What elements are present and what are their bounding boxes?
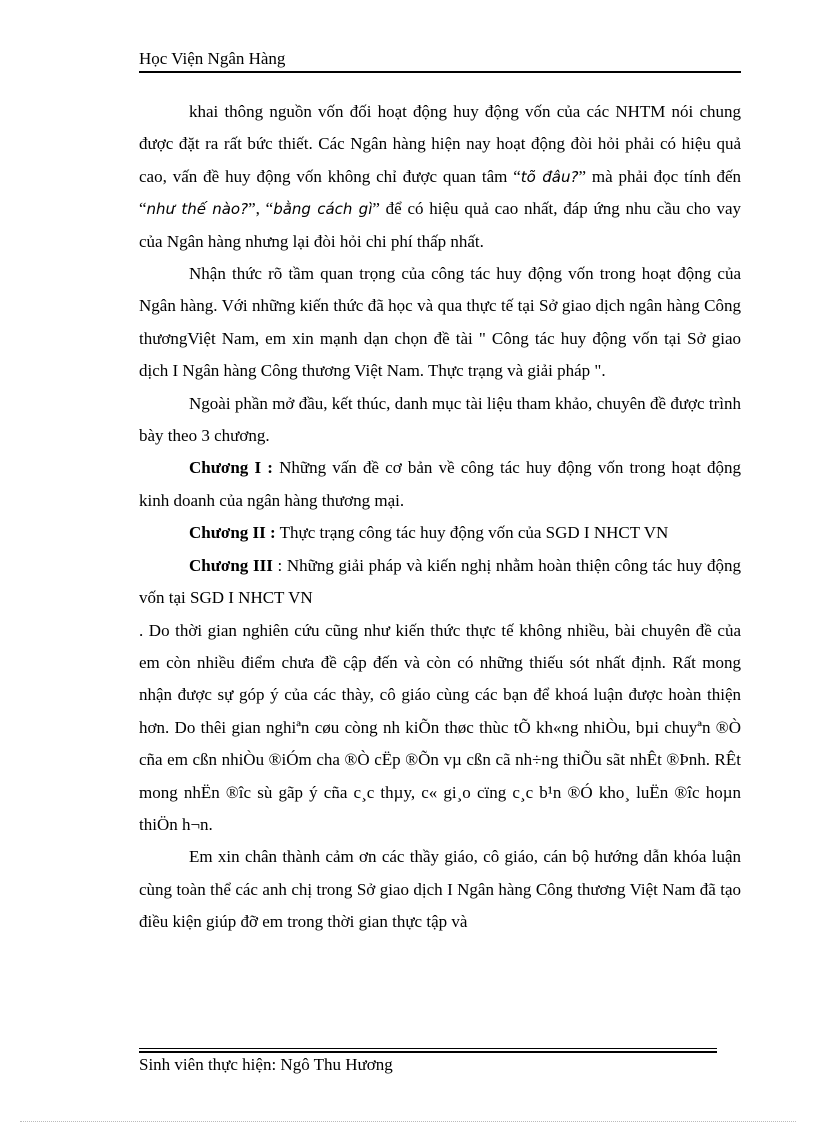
chapter-1 xyxy=(139,452,741,517)
paragraph-intro xyxy=(139,96,741,258)
intro-text-1: khai thông nguồn vốn đối hoạt động huy động vốn của các NHTM nói chung được đặt ra rất bức thiết. Các Ngân hàng hiện nay hoạt động đòi hỏi phải có hiệu quả cao, vấn đề huy động vốn không chỉ được quan tâm “ xyxy=(139,102,741,186)
chapter-3-label: Chương III xyxy=(189,555,273,575)
page-header: Học Viện Ngân Hàng xyxy=(139,49,286,68)
chapter-2-label: Chương II : xyxy=(189,523,276,543)
paragraph-structure: Ngoài phần mở đầu, kết thúc, danh mục tài liệu tham khảo, chuyên đề được trình bày theo 3 chương. xyxy=(139,393,741,446)
document-body xyxy=(139,96,741,939)
chapter-3 xyxy=(139,550,741,615)
paragraph-awareness: Nhận thức rõ tầm quan trọng của công tác huy động vốn trong hoạt động của Ngân hàng. Với những kiến thức đã học và qua thực tế tại Sở giao dịch ngân hàng Công thươngViệt Nam, em xin mạnh dạn chọn đề tài " Công tác huy động vốn tại Sở giao dịch I Ngân hàng Công thương Việt Nam. Thực trạng và giải pháp ". xyxy=(139,264,741,381)
intro-text-4: ” để có hiệu quả cao nhất, đáp ứng nhu cầu cho vay của Ngân hàng nhưng lại đòi hỏi chi phí thấp nhất. xyxy=(139,199,741,251)
paragraph-limitations: . Do thời gian nghiên cứu cũng như kiến thức thực tế không nhiều, bài chuyên đề của em còn nhiều điểm chưa đề cập đến và còn có những thiếu sót nhất định. Rất mong nhận được sự góp ý của các thày, cô giáo cùng các bạn để khoá luận được hoàn thiện hơn. Do thêi gian nghiªn cøu còng nh kiÕn thøc thùc tÕ kh«ng nhiÒu, bµi chuyªn ®Ò cña em cßn nhiÒu ®iÓm cha ®Ò cËp ®Õn vµ cßn cã nh÷ng thiÕu sãt nhÊt ®Þnh. RÊt mong nhËn ®îc sù gãp ý cña c¸c thµy, c« gi¸o cïng c¸c b¹n ®Ó kho¸ luËn ®îc hoµn thiÖn h¬n. xyxy=(139,620,741,834)
page-bottom-dotted-line xyxy=(20,1121,796,1122)
footer-rule-thin xyxy=(139,1048,717,1049)
header-rule xyxy=(139,71,741,73)
page-footer: Sinh viên thực hiện: Ngô Thu Hương xyxy=(139,1055,393,1074)
intro-emphasis-3: bằng cách gì xyxy=(273,200,373,219)
chapter-1-label: Chương I : xyxy=(189,458,273,478)
chapter-1-text: Những vấn đề cơ bản về công tác huy động vốn trong hoạt động kinh doanh của ngân hàng thương mại. xyxy=(139,458,741,510)
intro-emphasis-2: như thế nào? xyxy=(146,200,249,219)
intro-text-2: ” mà phải đọc tính đến “ xyxy=(139,166,741,219)
intro-emphasis-1: tõ đâu? xyxy=(520,167,579,186)
footer-rule-thick xyxy=(139,1051,717,1053)
chapter-2 xyxy=(139,517,741,549)
chapter-2-text: Thực trạng công tác huy động vốn của SGD I NHCT VN xyxy=(275,523,669,543)
intro-text-3: ”, “ xyxy=(248,199,274,219)
paragraph-thanks: Em xin chân thành cảm ơn các thầy giáo, cô giáo, cán bộ hướng dẫn khóa luận cùng toàn thể các anh chị trong Sở giao dịch I Ngân hàng Công thương Việt Nam đã tạo điều kiện giúp đỡ em trong thời gian thực tập và xyxy=(139,847,741,932)
chapter-3-text: : Những giải pháp và kiến nghị nhằm hoàn thiện công tác huy động vốn tại SGD I NHCT VN xyxy=(139,555,741,608)
